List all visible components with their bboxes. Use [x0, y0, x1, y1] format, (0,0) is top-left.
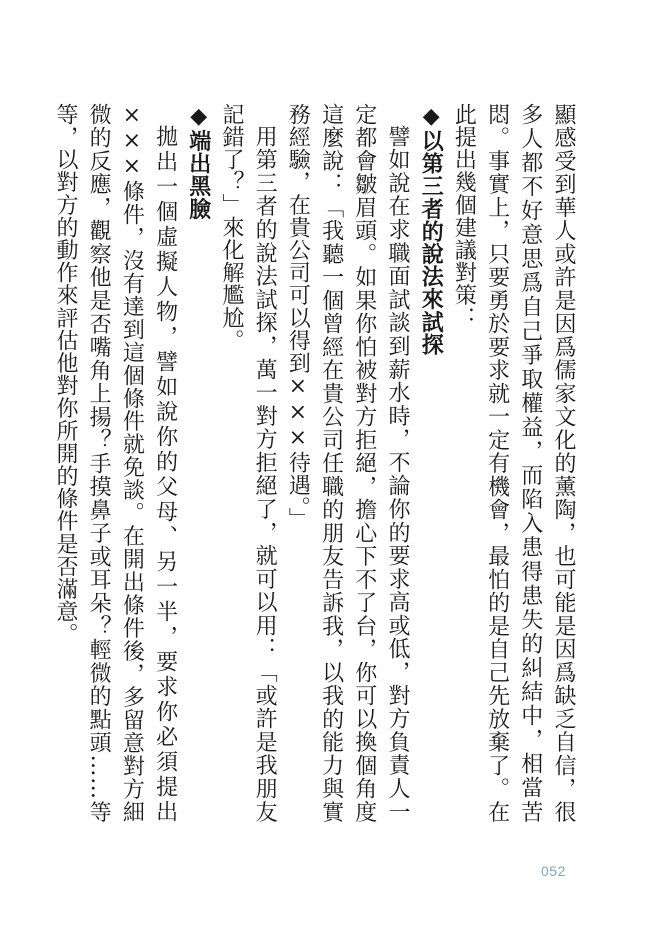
paragraph-virtual-person: 拋出一個虛擬人物，譬如說你的父母、另一半，要求你必須提出×××條件，沒有達到這個條件就免談。在開出條件後，多留意對方細微的反應，觀察他是否嘴角上揚？手摸鼻子或耳朵？輕微的點頭……等等，以對方的動作來評估他對你所開的條件是否滿意。 — [52, 103, 178, 823]
paragraph-salary-example: 譬如說在求職面試談到薪水時，不論你的要求高或低，對方負責人一定都會皺眉頭。如果你怕被對方拒絕，擔心下不了台，你可以換個角度這麼說：「我聽一個曾經在貴公司任職的朋友告訴我，以我的能力與實務經驗，在貴公司可以得到×××待遇。」 — [285, 103, 410, 823]
page-number: 052 — [541, 863, 566, 879]
paragraph-third-party-fallback: 用第三者的說法試探，萬一對方拒絕了，就可以用：「或許是我朋友記錯了？」來化解尷尬。 — [218, 103, 278, 823]
section-heading-black-face: ◆端出黑臉 — [185, 103, 212, 220]
intro-paragraph: 顯感受到華人或許是因爲儒家文化的薰陶，也可能是因爲缺乏自信，很多人都不好意思爲自己爭取權益，而陷入患得患失的糾結中，相當苦悶。事實上，只要勇於要求就一定有機會，最怕的是自己先放棄了。在此提出幾個建議對策： — [451, 103, 576, 823]
section-heading-third-party: ◆以第三者的說法來試探 — [418, 103, 445, 356]
vertical-body-text — [52, 103, 580, 823]
